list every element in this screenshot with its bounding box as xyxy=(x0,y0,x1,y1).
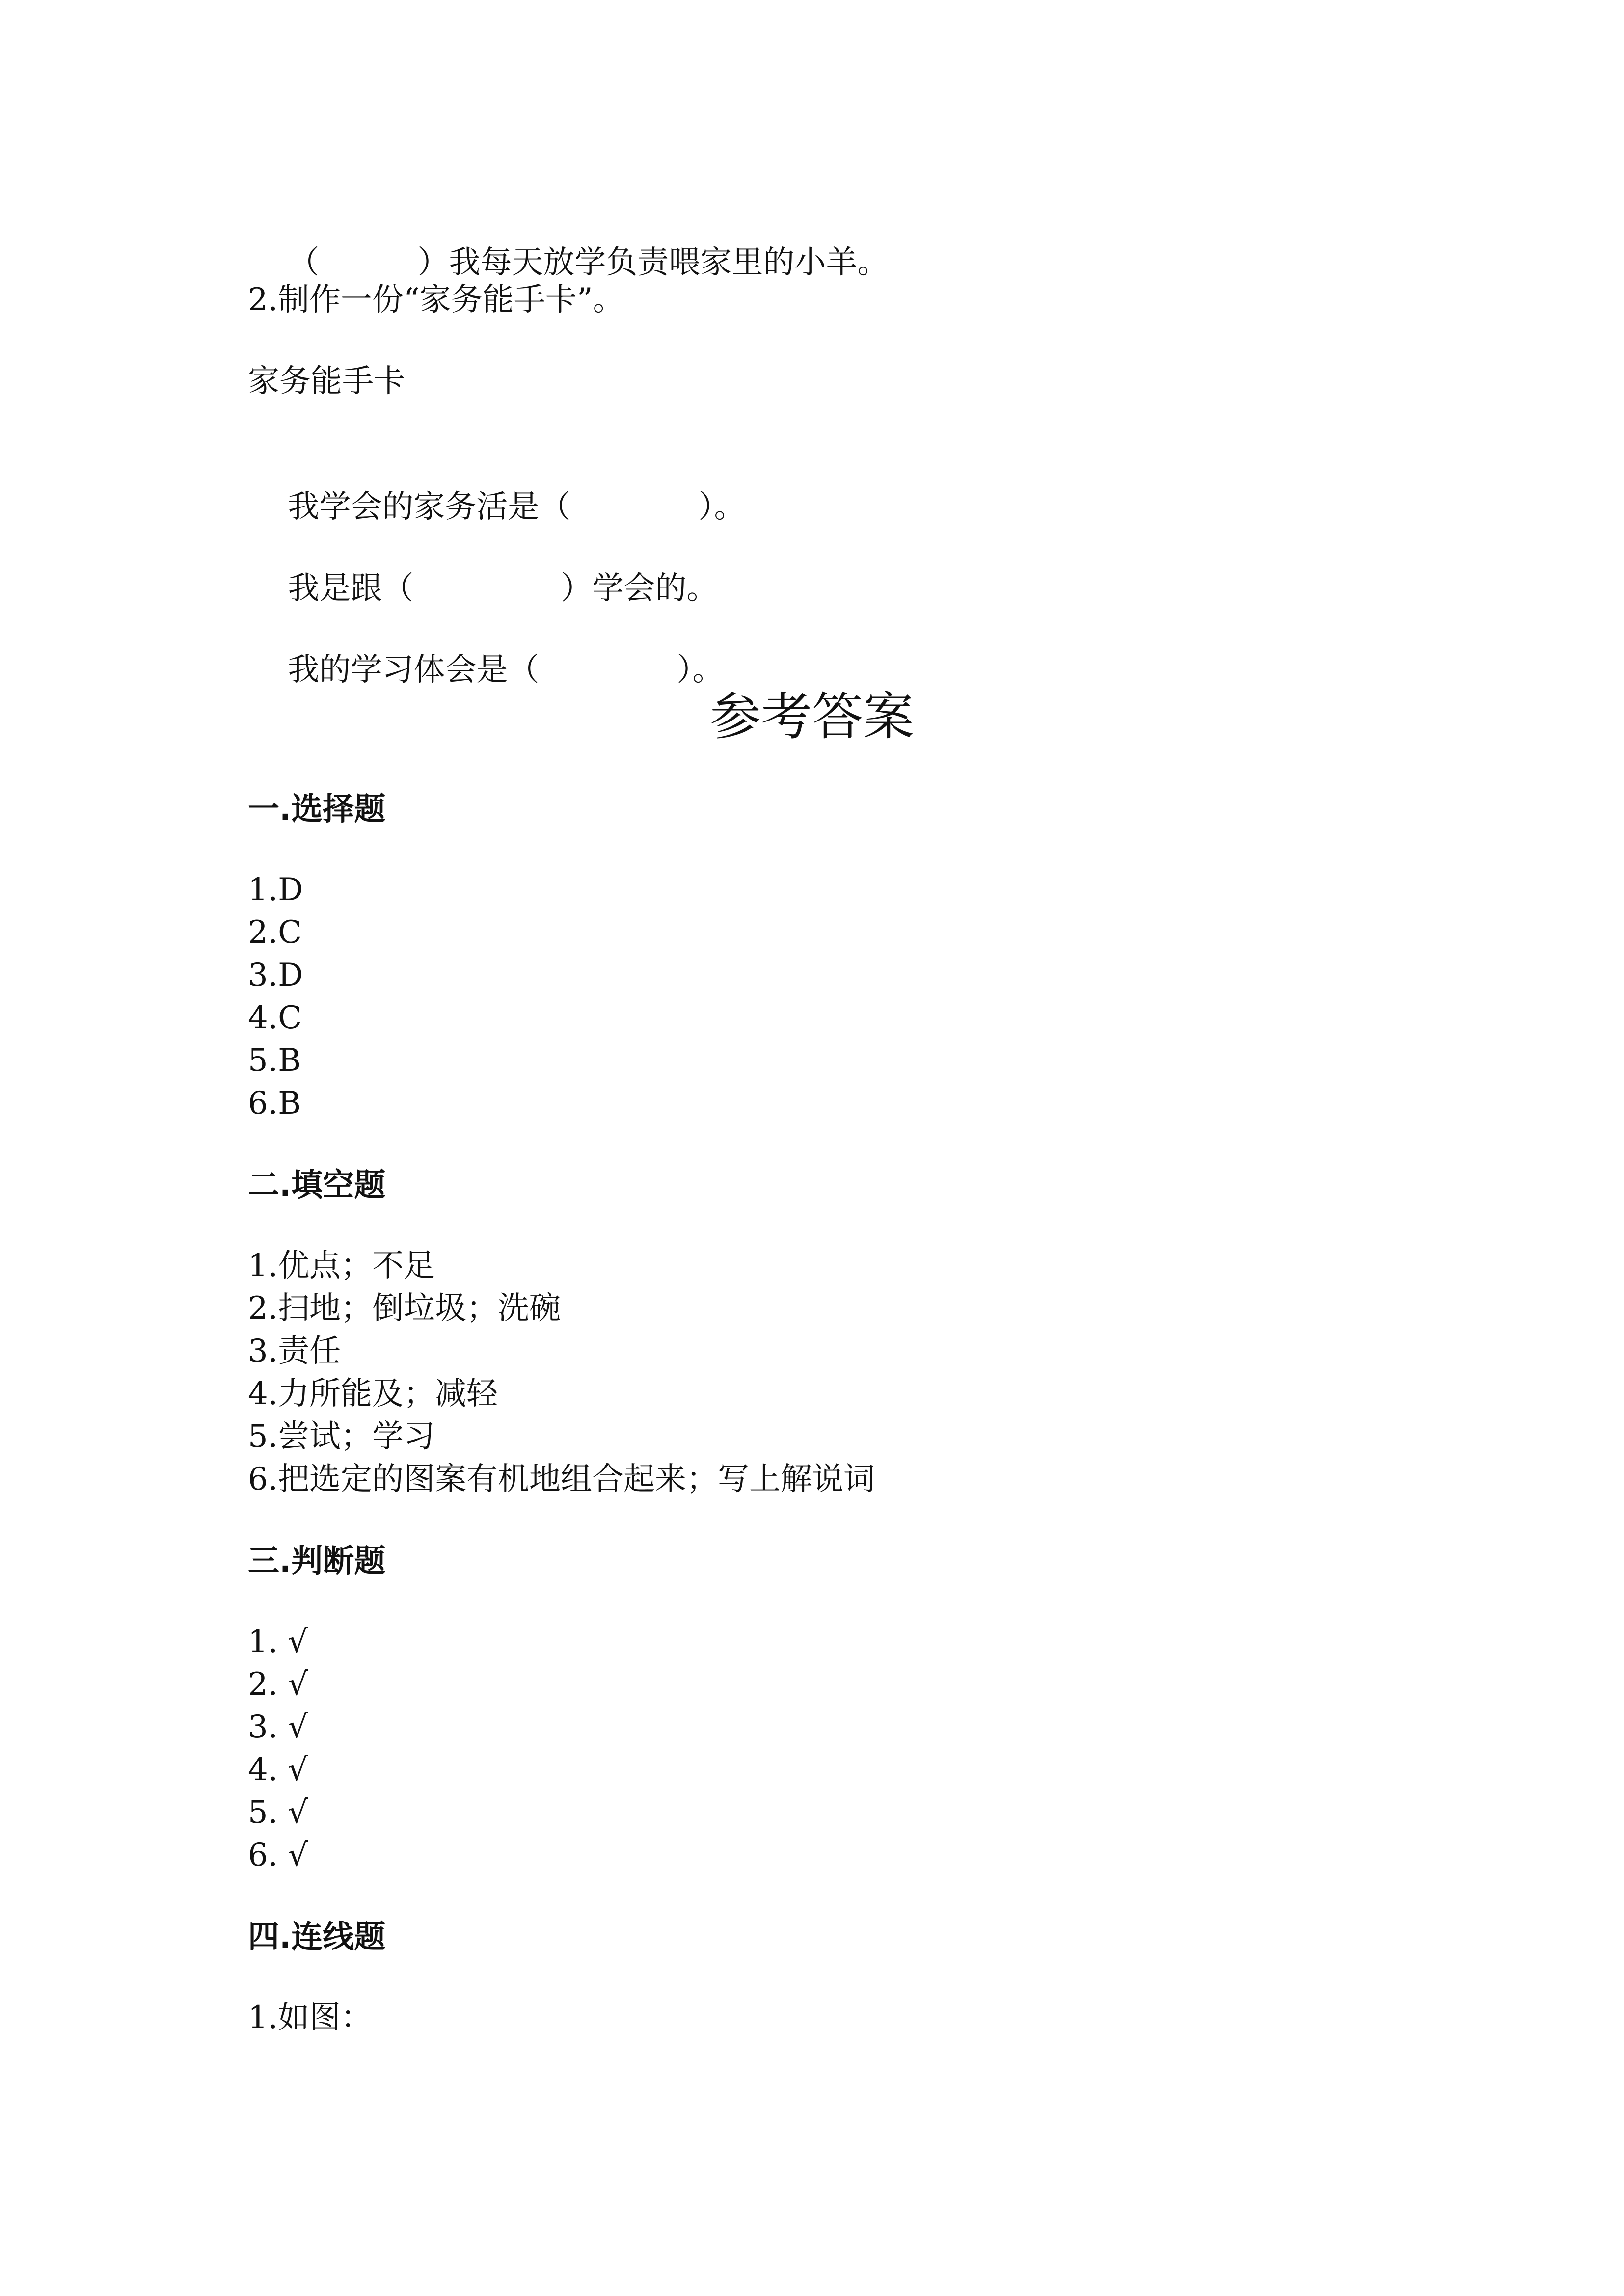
list-item: 4. √ xyxy=(248,1752,308,1788)
list-item: 1.优点；不足 xyxy=(248,1248,435,1284)
section-heading-match: 四.连线题 xyxy=(248,1919,386,1955)
answer-list-judge xyxy=(248,1621,308,1877)
section-heading-choice: 一.选择题 xyxy=(248,791,386,828)
list-item: 4.力所能及；减轻 xyxy=(248,1376,498,1412)
card-title: 家务能手卡 xyxy=(248,363,405,400)
list-item: 1.D xyxy=(248,872,303,908)
list-item: 6.把选定的图案有机地组合起来；写上解说词 xyxy=(248,1461,875,1497)
question-text: ）我每天放学负责喂家里的小羊。 xyxy=(417,244,889,281)
card-line-suffix: ）。 xyxy=(677,652,724,688)
list-item: 6. √ xyxy=(248,1837,308,1873)
list-item: 2.扫地；倒垃圾；洗碗 xyxy=(248,1290,561,1327)
question-2-title: 2.制作一份“家务能手卡”。 xyxy=(248,282,624,318)
section-heading-judge: 三.判断题 xyxy=(248,1543,386,1579)
list-item: 5.B xyxy=(248,1042,301,1079)
list-item: 6.B xyxy=(248,1085,301,1121)
list-item: 1. √ xyxy=(248,1624,308,1660)
list-item: 2. √ xyxy=(248,1666,308,1703)
list-item: 1.如图： xyxy=(248,2000,373,2036)
list-item: 3.责任 xyxy=(248,1333,341,1369)
card-line-suffix: ）学会的。 xyxy=(561,570,718,607)
list-item: 5.尝试；学习 xyxy=(248,1418,435,1455)
card-line-suffix: ）。 xyxy=(698,489,746,525)
answer-list-match xyxy=(248,1997,372,2039)
list-item: 3. √ xyxy=(248,1709,308,1745)
card-line-prefix: 我的学习体会是（ xyxy=(288,652,540,688)
list-item: 3.D xyxy=(248,957,303,993)
section-heading-fill: 二.填空题 xyxy=(248,1167,386,1203)
answer-list-choice xyxy=(248,869,303,1125)
list-item: 5. √ xyxy=(248,1794,308,1831)
open-paren: （ xyxy=(288,244,320,281)
answer-title: 参考答案 xyxy=(709,687,914,747)
list-item: 2.C xyxy=(248,914,302,951)
list-item: 4.C xyxy=(248,1000,302,1036)
card-line-prefix: 我学会的家务活是（ xyxy=(288,489,571,525)
answer-list-fill xyxy=(248,1245,875,1501)
card-line-prefix: 我是跟（ xyxy=(288,570,414,607)
